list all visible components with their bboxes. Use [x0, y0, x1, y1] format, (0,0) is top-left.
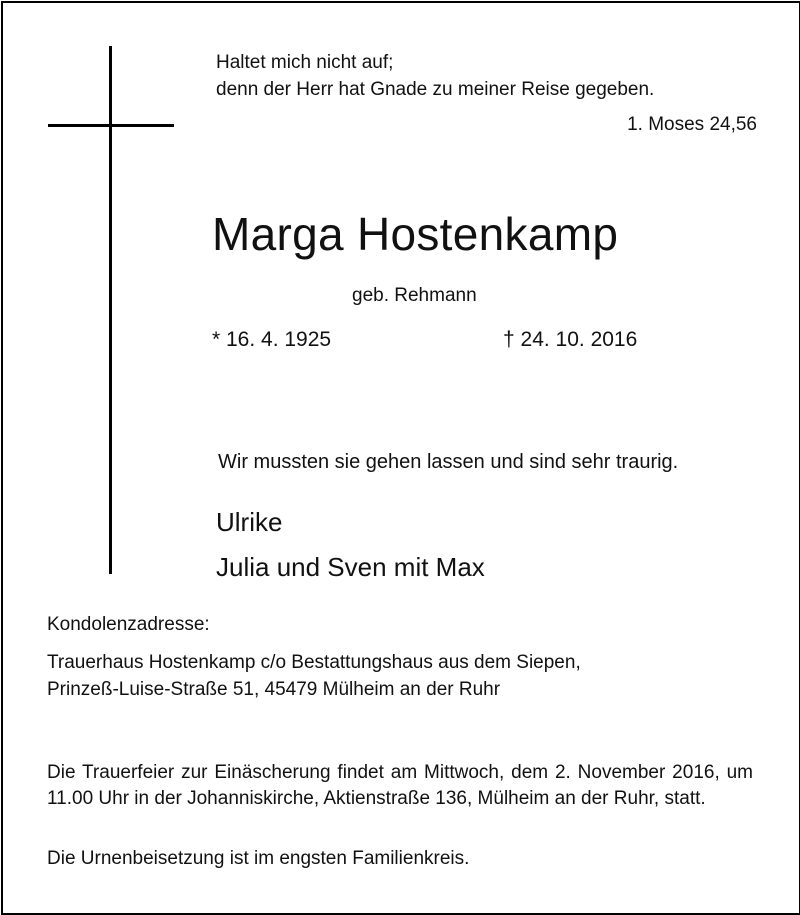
mourner-name: Julia und Sven mit Max — [216, 552, 485, 582]
condolence-label: Kondolenzadresse: — [47, 614, 210, 635]
funeral-details: Die Trauerfeier zur Einäscherung findet am Mittwoch, dem 2. November 2016, um 11.00 Uhr in der Johanniskirche, Aktienstraße 136, Mülheim an der Ruhr, statt. — [47, 762, 753, 809]
verse-line-1: Haltet mich nicht auf; — [216, 52, 394, 73]
address-line-1: Trauerhaus Hostenkamp c/o Bestattungshaus aus dem Siepen, — [47, 652, 581, 673]
bible-verse — [216, 49, 654, 103]
birth-date: * 16. 4. 1925 — [212, 328, 332, 351]
condolence-address — [47, 649, 581, 703]
mourning-message: Wir mussten sie gehen lassen und sind sehr traurig. — [218, 451, 679, 473]
verse-reference: 1. Moses 24,56 — [627, 114, 757, 135]
urn-burial-note: Die Urnenbeisetzung ist im engsten Familienkreis. — [47, 848, 470, 869]
deceased-name: Marga Hostenkamp — [212, 208, 619, 260]
death-date: † 24. 10. 2016 — [503, 328, 638, 351]
verse-line-2: denn der Herr hat Gnade zu meiner Reise gegeben. — [216, 79, 655, 100]
cross-horizontal-bar — [48, 124, 174, 127]
maiden-name: geb. Rehmann — [352, 285, 477, 306]
mourner-name: Ulrike — [216, 507, 283, 537]
address-line-2: Prinzeß-Luise-Straße 51, 45479 Mülheim an der Ruhr — [47, 679, 501, 700]
